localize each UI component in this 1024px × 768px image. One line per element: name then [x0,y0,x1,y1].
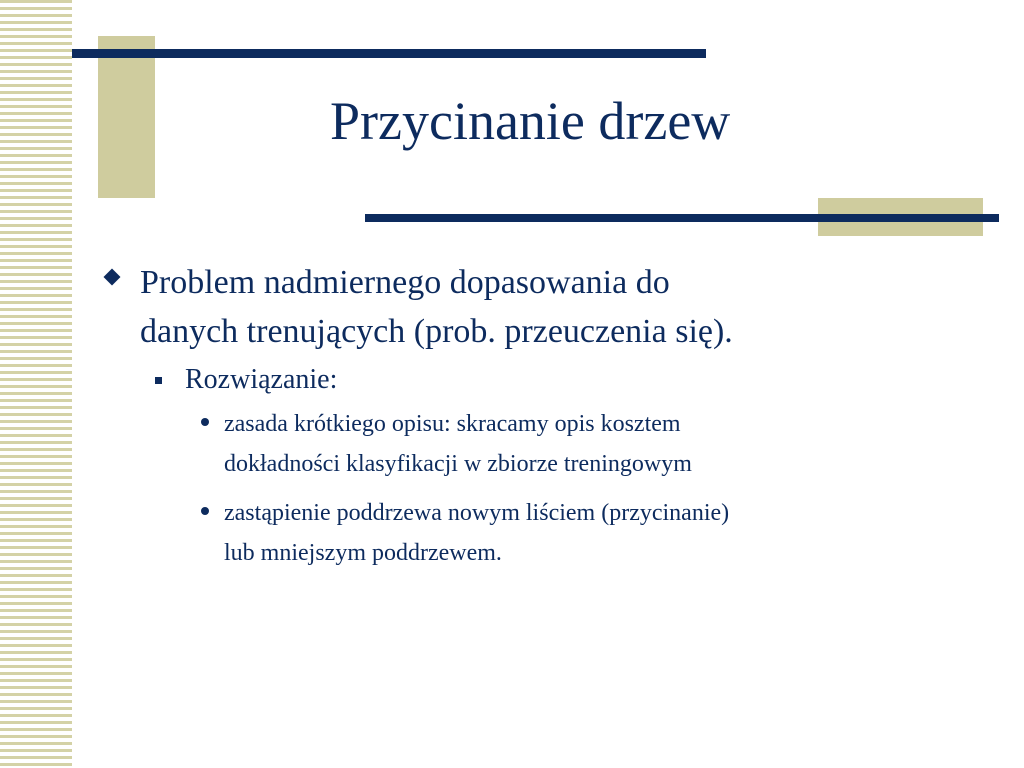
bullet-level1-line1: Problem nadmiernego dopasowania do [140,264,670,301]
bullet-level2-text: Rozwiązanie: [185,364,338,395]
bullet-level3-line2: dokładności klasyfikacji w zbiorze treningowym [224,451,692,477]
decorative-khaki-block-left [98,36,155,198]
title-rule-bottom [365,214,999,222]
bullet-level3-line2: lub mniejszym poddrzewem. [224,540,502,566]
diamond-bullet-icon [104,269,121,286]
round-bullet-icon [201,418,209,426]
title-rule-top [72,49,706,58]
bullet-level3-item [100,404,980,484]
bullet-level3-line1: zasada krótkiego opisu: skracamy opis kosztem [224,411,681,437]
bullet-level3-item [100,493,980,573]
slide-body [100,258,980,573]
slide-title: Przycinanie drzew [330,91,731,151]
square-bullet-icon [155,377,162,384]
bullet-level1-line2: danych trenujących (prob. przeuczenia się). [140,313,733,350]
bullet-level3-line1: zastąpienie poddrzewa nowym liściem (przycinanie) [224,500,730,526]
bullet-level1 [100,258,980,356]
bullet-level2 [100,362,980,398]
left-striped-band [0,0,72,768]
round-bullet-icon [201,507,209,515]
